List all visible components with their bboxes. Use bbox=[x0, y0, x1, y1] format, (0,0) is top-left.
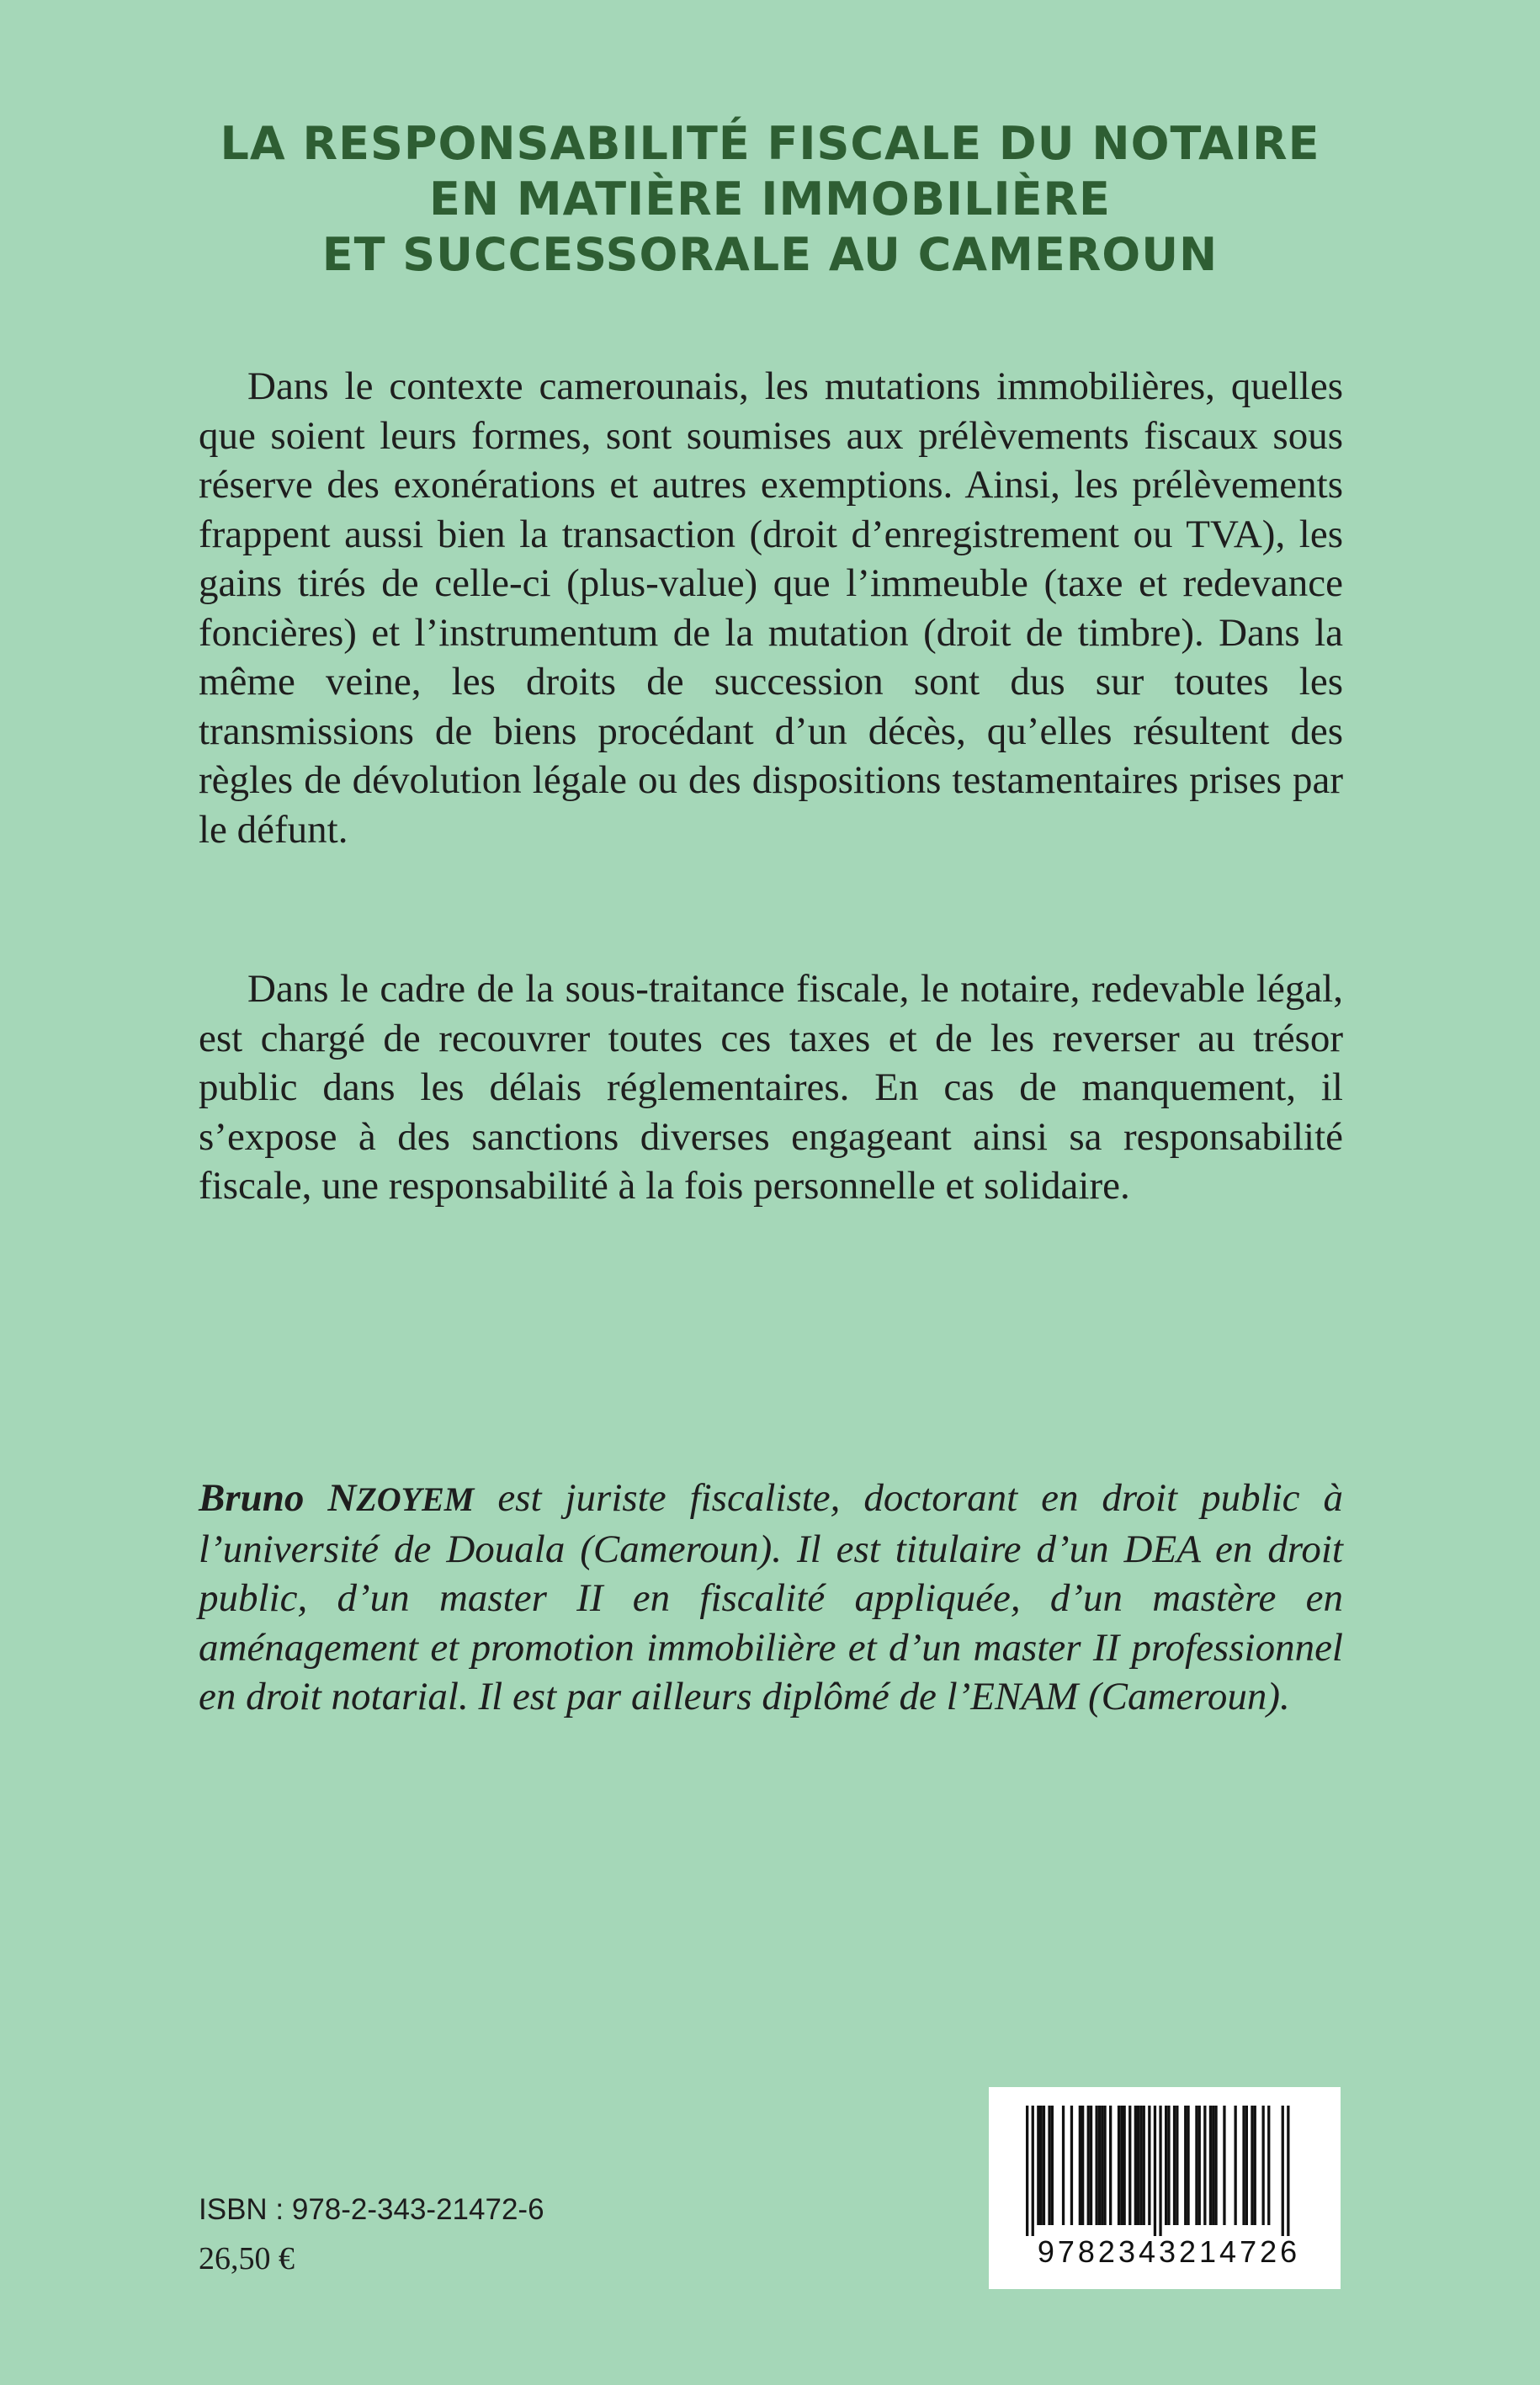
barcode-bar bbox=[1103, 2106, 1106, 2225]
barcode-bar bbox=[1026, 2106, 1028, 2236]
barcode-bars bbox=[1026, 2106, 1304, 2236]
barcode-bar bbox=[1043, 2106, 1045, 2225]
barcode-bar bbox=[1159, 2106, 1161, 2236]
barcode-bar bbox=[1090, 2106, 1092, 2225]
barcode-bar bbox=[1048, 2106, 1050, 2225]
title-line-3: ET SUCCESSORALE AU CAMEROUN bbox=[321, 228, 1219, 281]
barcode-bar bbox=[1081, 2106, 1084, 2225]
barcode-bar bbox=[1098, 2106, 1101, 2225]
barcode-bar bbox=[1223, 2106, 1225, 2225]
barcode-bar bbox=[1154, 2106, 1156, 2236]
barcode-bar bbox=[1282, 2106, 1284, 2236]
barcode-bar bbox=[1262, 2106, 1265, 2225]
barcode-bar bbox=[1242, 2106, 1245, 2225]
price: 26,50 € bbox=[199, 2241, 295, 2276]
barcode-bar bbox=[1167, 2106, 1170, 2225]
barcode-bar bbox=[1109, 2106, 1112, 2225]
barcode-bar bbox=[1187, 2106, 1189, 2225]
author-bio bbox=[199, 1474, 1343, 1722]
barcode-bar bbox=[1037, 2106, 1039, 2225]
author-name: Bruno NZOYEM bbox=[199, 1476, 475, 1520]
barcode-bar bbox=[1040, 2106, 1043, 2225]
summary-paragraph-1: Dans le contexte camerounais, les mutations immobilières, quelles que soient leurs formes, sont soumises aux prélèvements fiscaux sous réserve des exonérations et autres exemptions. Ainsi, les prélèvements frappent aussi bien la transaction (droit d’enregistrement ou TVA), les gains tirés de celle-ci (plus-value) que l’immeuble (taxe et redevance foncières) et l’instrumentum de la mutation (droit de timbre). Dans la même veine, les droits de succession sont dus sur toutes les transmissions de biens procédant d’un décès, qu’elles résultent des règles de dévolution légale ou des dispositions testamentaires prises par le défunt. bbox=[199, 364, 1343, 852]
barcode-bar bbox=[1032, 2106, 1034, 2236]
barcode-bar bbox=[1209, 2106, 1212, 2225]
barcode-digits: 9782343214726 bbox=[1037, 2234, 1301, 2269]
barcode-bar bbox=[1176, 2106, 1178, 2225]
author-bio-text: est juriste fiscaliste, doctorant en droit public à l’université de Douala (Cameroun). Il est titulaire d’un DEA en droit public, d’un master II en fiscalité appliquée, d’un mastère en aménagement et promotion immobilière et d’un master II professionnel en droit notarial. Il est par ailleurs diplômé de l’ENAM (Cameroun). bbox=[199, 1476, 1344, 1718]
barcode-bar bbox=[1118, 2106, 1120, 2225]
barcode-bar bbox=[1245, 2106, 1248, 2225]
barcode-bar bbox=[1070, 2106, 1073, 2225]
title-line-1: LA RESPONSABILITÉ FISCALE DU NOTAIRE bbox=[220, 117, 1320, 170]
book-title bbox=[0, 116, 1540, 283]
barcode bbox=[989, 2087, 1341, 2289]
barcode-bar bbox=[1123, 2106, 1126, 2225]
barcode-bar bbox=[1139, 2106, 1142, 2225]
barcode-bar bbox=[1251, 2106, 1253, 2225]
barcode-bar bbox=[1051, 2106, 1054, 2225]
barcode-bar bbox=[1079, 2106, 1081, 2225]
barcode-bar bbox=[1287, 2106, 1289, 2236]
barcode-bar bbox=[1184, 2106, 1187, 2225]
barcode-bar bbox=[1062, 2106, 1065, 2225]
barcode-bar bbox=[1254, 2106, 1256, 2225]
barcode-bar bbox=[1128, 2106, 1131, 2225]
title-line-2: EN MATIÈRE IMMOBILIÈRE bbox=[429, 173, 1111, 226]
barcode-bar bbox=[1195, 2106, 1197, 2225]
barcode-bar bbox=[1212, 2106, 1214, 2225]
barcode-bar bbox=[1120, 2106, 1123, 2225]
barcode-bar bbox=[1137, 2106, 1139, 2225]
barcode-bar bbox=[1143, 2106, 1145, 2225]
barcode-bar bbox=[1203, 2106, 1206, 2225]
barcode-bar bbox=[1198, 2106, 1201, 2225]
barcode-bar bbox=[1214, 2106, 1217, 2225]
barcode-bar bbox=[1267, 2106, 1270, 2225]
barcode-bar bbox=[1101, 2106, 1103, 2225]
summary-paragraph-2: Dans le cadre de la sous-traitance fiscale, le notaire, redevable légal, est chargé de recouvrer toutes ces taxes et de les reverser au trésor public dans les délais réglementaires. En cas de manquement, il s’expose à des sanctions diverses engageant ainsi sa responsabilité fiscale, une responsabilité à la fois personnelle et solidaire. bbox=[199, 967, 1343, 1208]
barcode-bar bbox=[1173, 2106, 1176, 2225]
isbn: ISBN : 978-2-343-21472-6 bbox=[199, 2193, 544, 2226]
barcode-bar bbox=[1134, 2106, 1137, 2225]
barcode-bar bbox=[1235, 2106, 1237, 2225]
barcode-bar bbox=[1096, 2106, 1098, 2225]
barcode-bar bbox=[1148, 2106, 1150, 2225]
barcode-bar bbox=[1087, 2106, 1090, 2225]
barcode-bar bbox=[1165, 2106, 1167, 2225]
